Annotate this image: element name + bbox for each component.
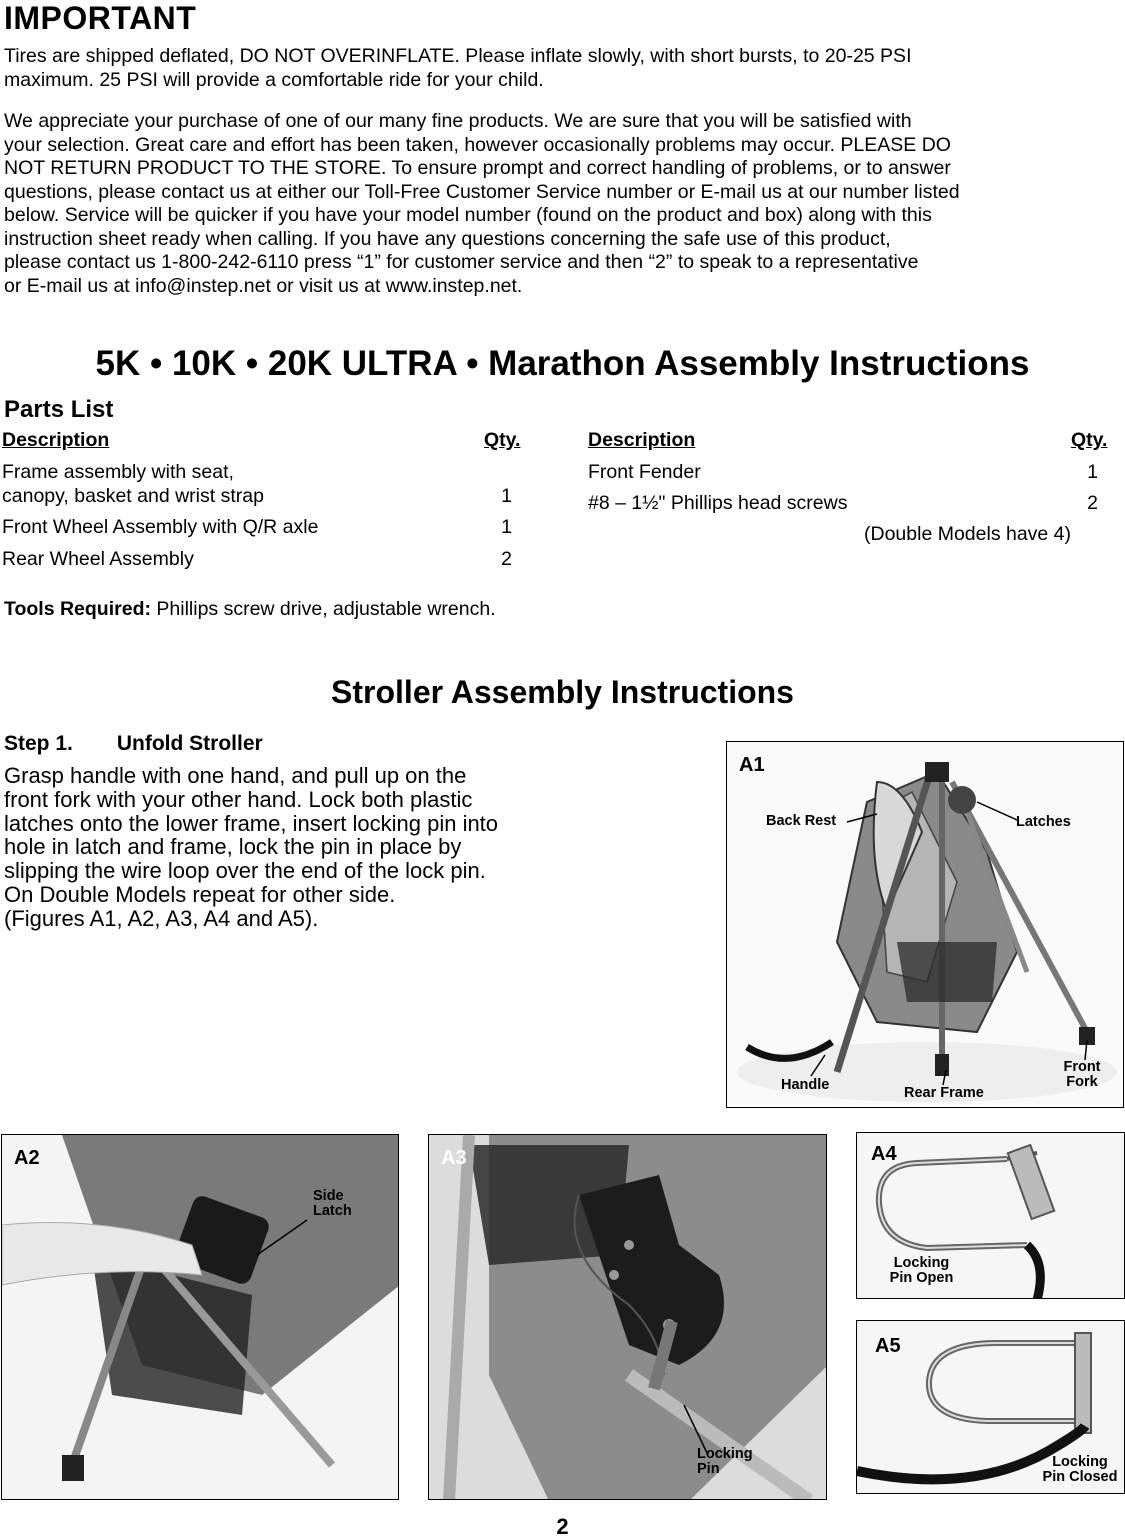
part-front-fender-desc: Front Fender bbox=[588, 461, 701, 483]
callout-locking-pin-line-1: Locking bbox=[697, 1446, 753, 1462]
callout-side-latch bbox=[313, 1189, 352, 1219]
step-1-number: Step 1. bbox=[4, 732, 73, 755]
figure-a4-label: A4 bbox=[871, 1143, 897, 1165]
part-rear-wheel-qty: 2 bbox=[501, 548, 512, 570]
step-1-line-5: slipping the wire loop over the end of the lock pin. bbox=[4, 858, 486, 884]
tools-required-label: Tools Required: bbox=[4, 598, 151, 620]
figure-a3-label: A3 bbox=[441, 1147, 467, 1169]
part-frame-desc-2: canopy, basket and wrist strap bbox=[2, 484, 264, 507]
step-1-heading bbox=[4, 732, 263, 756]
callout-pin-open-line-2: Pin Open bbox=[889, 1270, 954, 1286]
figure-a1-photo bbox=[727, 742, 1124, 1108]
callout-locking-pin-open bbox=[884, 1256, 959, 1286]
callout-locking-pin-line-2: Pin bbox=[697, 1461, 720, 1477]
step-1-line-4: hole in latch and frame, lock the pin in place by bbox=[4, 834, 462, 860]
important-heading: IMPORTANT bbox=[4, 0, 197, 36]
inflation-line-1: Tires are shipped deflated, DO NOT OVERINFLATE. Please inflate slowly, with short bursts, to 20-25 PSI bbox=[4, 45, 912, 67]
callout-pin-closed-line-2: Pin Closed bbox=[1042, 1469, 1118, 1485]
figure-a2 bbox=[1, 1134, 399, 1500]
step-1-line-2: front fork with your other hand. Lock both plastic bbox=[4, 786, 473, 812]
step-1-line-1: Grasp handle with one hand, and pull up on the bbox=[4, 763, 467, 788]
right-qty-header: Qty. bbox=[1071, 429, 1108, 451]
callout-side-latch-line-2: Latch bbox=[313, 1203, 352, 1219]
service-line-7: please contact us 1-800-242-6110 press “1” for customer service and then “2” to speak to a representative bbox=[4, 251, 919, 273]
callout-latches: Latches bbox=[1016, 814, 1071, 830]
assembly-instructions-title: 5K • 10K • 20K ULTRA • Marathon Assembly Instructions bbox=[95, 344, 1030, 383]
step-1-line-6: On Double Models repeat for other side. bbox=[4, 881, 396, 907]
figure-a2-label: A2 bbox=[14, 1147, 40, 1169]
figure-a1-label: A1 bbox=[739, 754, 765, 776]
callout-locking-pin-closed bbox=[1035, 1455, 1125, 1485]
figure-a5 bbox=[856, 1320, 1125, 1494]
callout-side-latch-line-1: Side bbox=[313, 1188, 344, 1204]
callout-front-fork-line-2: Fork bbox=[1066, 1074, 1098, 1090]
service-line-4: questions, please contact us at either our Toll-Free Customer Service number or E-mail us at our number listed bbox=[4, 180, 960, 203]
step-1-instructions bbox=[4, 764, 584, 931]
parts-list-title: Parts List bbox=[4, 396, 114, 423]
service-line-3: NOT RETURN PRODUCT TO THE STORE. To ensure prompt and correct handling of problems, or to answer bbox=[4, 157, 951, 179]
part-screws-qty: 2 bbox=[1087, 492, 1098, 514]
callout-pin-open-line-1: Locking bbox=[893, 1255, 950, 1271]
service-line-2: your selection. Great care and effort has been taken, however occasionally problems may occur. PLEASE DO bbox=[4, 133, 951, 156]
left-qty-header: Qty. bbox=[484, 429, 521, 451]
callout-pin-closed-line-1: Locking bbox=[1052, 1454, 1108, 1470]
service-line-8: or E-mail us at info@instep.net or visit us at www.instep.net. bbox=[4, 274, 523, 297]
page-number: 2 bbox=[556, 1514, 569, 1538]
right-description-header: Description bbox=[588, 429, 696, 451]
part-frame-qty: 1 bbox=[501, 485, 512, 507]
figure-a3 bbox=[428, 1134, 827, 1500]
callout-back-rest: Back Rest bbox=[766, 813, 837, 829]
figure-a1 bbox=[726, 741, 1124, 1108]
callout-rear-frame: Rear Frame bbox=[904, 1085, 984, 1101]
service-line-6: instruction sheet ready when calling. If you have any questions concerning the safe use of this product, bbox=[4, 227, 891, 250]
figure-a4 bbox=[856, 1132, 1125, 1299]
figure-a3-photo bbox=[429, 1135, 827, 1500]
step-1-title: Unfold Stroller bbox=[116, 732, 263, 755]
step-1-line-7: (Figures A1, A2, A3, A4 and A5). bbox=[4, 905, 319, 931]
part-screws-desc: #8 – 1½" Phillips head screws bbox=[588, 492, 848, 514]
tools-required-text: Phillips screw drive, adjustable wrench. bbox=[150, 598, 496, 620]
stroller-assembly-title: Stroller Assembly Instructions bbox=[331, 674, 794, 710]
callout-front-fork bbox=[1061, 1060, 1103, 1090]
part-front-wheel-desc: Front Wheel Assembly with Q/R axle bbox=[2, 516, 319, 538]
inflation-line-2: maximum. 25 PSI will provide a comfortable ride for your child. bbox=[4, 68, 544, 91]
callout-front-fork-line-1: Front bbox=[1063, 1059, 1101, 1075]
tools-required bbox=[4, 598, 496, 621]
figure-a5-label: A5 bbox=[875, 1335, 901, 1357]
inflation-notice bbox=[4, 45, 1119, 92]
step-1-line-3: latches onto the lower frame, insert locking pin into bbox=[4, 810, 499, 836]
left-description-header: Description bbox=[2, 429, 110, 451]
part-frame-desc-1: Frame assembly with seat, bbox=[2, 461, 234, 483]
double-models-note: (Double Models have 4) bbox=[864, 523, 1072, 545]
service-line-1: We appreciate your purchase of one of our many fine products. We are sure that you will be satisfied with bbox=[4, 110, 912, 132]
callout-locking-pin bbox=[697, 1447, 753, 1477]
service-line-5: below. Service will be quicker if you have your model number (found on the product and box) along with this bbox=[4, 204, 932, 226]
part-rear-wheel-desc: Rear Wheel Assembly bbox=[2, 548, 194, 570]
part-front-wheel-qty: 1 bbox=[501, 516, 512, 538]
part-row-frame bbox=[2, 461, 264, 508]
part-front-fender-qty: 1 bbox=[1087, 461, 1098, 483]
callout-handle: Handle bbox=[781, 1077, 830, 1093]
customer-service-paragraph bbox=[4, 110, 1119, 298]
